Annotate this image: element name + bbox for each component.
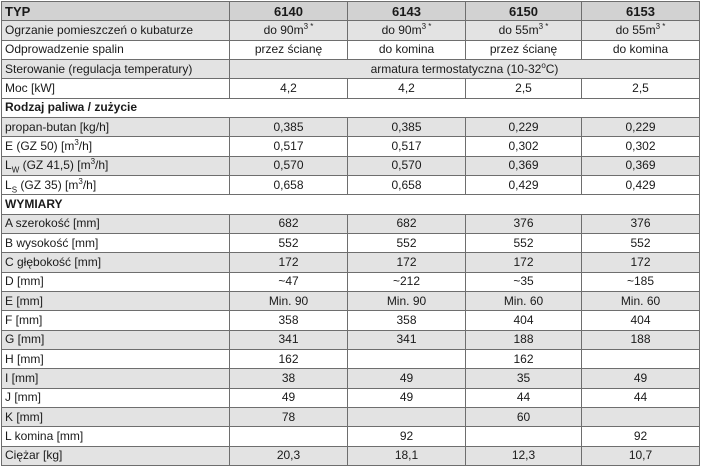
cell: 0,229 (582, 117, 700, 136)
exhaust-row (2, 40, 700, 59)
dimension-row (2, 253, 700, 272)
cell: ~35 (466, 272, 582, 291)
cell: 404 (582, 311, 700, 330)
cell: 0,302 (466, 137, 582, 156)
cell: 0,229 (466, 117, 582, 136)
cell: 341 (230, 330, 348, 349)
cell: 0,570 (230, 156, 348, 175)
cell (230, 427, 348, 446)
cell: przez ścianę (230, 40, 348, 59)
cell: 172 (230, 253, 348, 272)
cell: przez ścianę (466, 40, 582, 59)
cell: 10,7 (582, 446, 700, 465)
control-row (2, 59, 700, 78)
cell: 376 (466, 214, 582, 233)
cell: 18,1 (348, 446, 466, 465)
dimension-row (2, 330, 700, 349)
cell: 92 (582, 427, 700, 446)
cell: 0,369 (466, 156, 582, 175)
cell: 0,302 (582, 137, 700, 156)
cell: 49 (230, 388, 348, 407)
cell: 44 (466, 388, 582, 407)
cell: 78 (230, 407, 348, 426)
dimension-row (2, 427, 700, 446)
cell: 376 (582, 214, 700, 233)
row-label: $L_S$ (GZ 35) $[m^3/h]$ (2, 175, 230, 194)
typ-header: TYP (2, 2, 230, 21)
row-label: G [mm] (2, 330, 230, 349)
dimensions-section-row (2, 195, 700, 214)
row-label: I [mm] (2, 369, 230, 388)
row-label: Moc [kW] (2, 79, 230, 98)
cell: ~185 (582, 272, 700, 291)
cell: 552 (582, 233, 700, 252)
cell: 188 (582, 330, 700, 349)
propane-row (2, 117, 700, 136)
row-label: F [mm] (2, 311, 230, 330)
fuel-section-row (2, 98, 700, 117)
cell: 162 (230, 349, 348, 368)
cell: do $55m^{3 *}$ (582, 21, 700, 40)
gas-ls-row (2, 175, 700, 194)
cell (582, 349, 700, 368)
cell (466, 427, 582, 446)
cell: 0,385 (230, 117, 348, 136)
dimension-row (2, 311, 700, 330)
row-label: H [mm] (2, 349, 230, 368)
row-label: A szerokość [mm] (2, 214, 230, 233)
cell: 188 (466, 330, 582, 349)
cell: 0,570 (348, 156, 466, 175)
dimension-row (2, 272, 700, 291)
cell: do $90m^{3 *}$ (230, 21, 348, 40)
row-label: Sterowanie (regulacja temperatury) (2, 59, 230, 78)
cell: 0,517 (230, 137, 348, 156)
row-label: K [mm] (2, 407, 230, 426)
cell: 172 (466, 253, 582, 272)
dimension-row (2, 369, 700, 388)
cell: 44 (582, 388, 700, 407)
cell: 12,3 (466, 446, 582, 465)
section-title: Rodzaj paliwa / zużycie (2, 98, 700, 117)
cell: Min. 60 (582, 291, 700, 310)
cell: 92 (348, 427, 466, 446)
cell: 682 (348, 214, 466, 233)
cell (348, 407, 466, 426)
cell: ~212 (348, 272, 466, 291)
cell: ~47 (230, 272, 348, 291)
cell: 49 (348, 388, 466, 407)
cell: do $55m^{3 *}$ (466, 21, 582, 40)
cell: do komina (582, 40, 700, 59)
cell: do komina (348, 40, 466, 59)
cell: 552 (466, 233, 582, 252)
cell: 0,658 (348, 175, 466, 194)
gas-e-row (2, 137, 700, 156)
row-label: propan-butan [kg/h] (2, 117, 230, 136)
cell: 0,429 (466, 175, 582, 194)
dimension-row (2, 233, 700, 252)
model-header: 6140 (230, 2, 348, 21)
header-row (2, 2, 700, 21)
cell (582, 407, 700, 426)
cell: 2,5 (466, 79, 582, 98)
dimension-row (2, 388, 700, 407)
cell: 20,3 (230, 446, 348, 465)
cell: Min. 90 (348, 291, 466, 310)
cell: 404 (466, 311, 582, 330)
cell: 49 (348, 369, 466, 388)
spec-table (1, 1, 700, 466)
cell: 60 (466, 407, 582, 426)
dimension-row (2, 349, 700, 368)
section-title: WYMIARY (2, 195, 700, 214)
cell: 172 (348, 253, 466, 272)
row-label: J [mm] (2, 388, 230, 407)
dimension-row (2, 291, 700, 310)
cell: 552 (230, 233, 348, 252)
cell: Min. 60 (466, 291, 582, 310)
row-label: L komina [mm] (2, 427, 230, 446)
cell: 172 (582, 253, 700, 272)
dimension-row (2, 407, 700, 426)
model-header: 6153 (582, 2, 700, 21)
cell: 358 (348, 311, 466, 330)
cell: Min. 90 (230, 291, 348, 310)
heating-row (2, 21, 700, 40)
cell: do $90m^{3 *}$ (348, 21, 466, 40)
power-row (2, 79, 700, 98)
cell: 0,429 (582, 175, 700, 194)
cell: 682 (230, 214, 348, 233)
row-label: Ogrzanie pomieszczeń o kubaturze (2, 21, 230, 40)
cell: 341 (348, 330, 466, 349)
cell: 4,2 (348, 79, 466, 98)
cell: 0,369 (582, 156, 700, 175)
cell: 4,2 (230, 79, 348, 98)
cell: 35 (466, 369, 582, 388)
cell: 0,517 (348, 137, 466, 156)
row-label: E (GZ 50) $[m^3/h]$ (2, 137, 230, 156)
cell: 0,658 (230, 175, 348, 194)
cell: 162 (466, 349, 582, 368)
model-header: 6143 (348, 2, 466, 21)
cell: 38 (230, 369, 348, 388)
cell: 358 (230, 311, 348, 330)
dimension-row (2, 214, 700, 233)
row-label: B wysokość [mm] (2, 233, 230, 252)
row-label: $L_W$ (GZ 41,5) $[m^3/h]$ (2, 156, 230, 175)
cell: 49 (582, 369, 700, 388)
row-label: Ciężar [kg] (2, 446, 230, 465)
dimension-row (2, 446, 700, 465)
cell: 2,5 (582, 79, 700, 98)
control-value: armatura termostatyczna (10-32$^o$C) (230, 59, 700, 78)
row-label: Odprowadzenie spalin (2, 40, 230, 59)
row-label: E [mm] (2, 291, 230, 310)
cell: 0,385 (348, 117, 466, 136)
gas-lw-row (2, 156, 700, 175)
row-label: D [mm] (2, 272, 230, 291)
model-header: 6150 (466, 2, 582, 21)
row-label: C głębokość [mm] (2, 253, 230, 272)
cell (348, 349, 466, 368)
cell: 552 (348, 233, 466, 252)
